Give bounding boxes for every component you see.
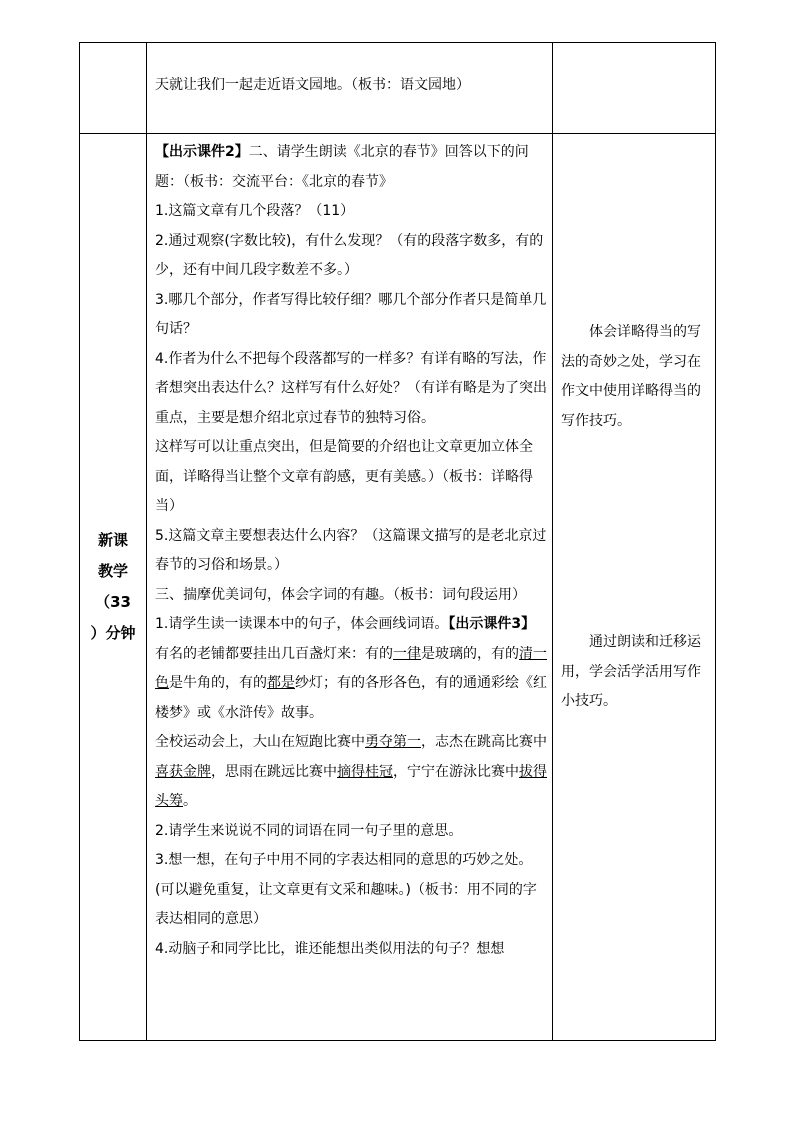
stage-cell	[80, 134, 147, 1041]
content-cell	[147, 134, 553, 1041]
question-3: 3.哪几个部分，作者写得比较仔细？哪几个部分作者只是简单几句话？	[155, 291, 547, 337]
example-sentence-1	[155, 640, 550, 729]
example-text: 是玻璃的，有的	[421, 645, 519, 662]
example-sentence-2	[155, 728, 550, 817]
underlined-word: 喜获金牌	[155, 763, 211, 780]
lesson-plan-table	[79, 42, 716, 1041]
table-row	[80, 134, 716, 1041]
underlined-word: 摘得桂冠	[337, 763, 393, 780]
example-text: 。	[183, 793, 197, 809]
design-note-text: 通过朗读和迁移运用，学会活学活用写作小技巧。	[561, 634, 701, 709]
example-text: 是牛角的，有的	[169, 675, 267, 691]
underlined-word: 拔得头筹	[155, 763, 547, 809]
design-note-2	[561, 628, 711, 717]
content-cell	[147, 43, 553, 134]
note-cell	[553, 134, 716, 1041]
courseware-tag: 【出示课件3】	[448, 616, 536, 632]
reading-task-4: 4.动脑子和同学比比，谁还能想出类似用法的句子？想想	[155, 940, 505, 957]
table-row	[80, 43, 716, 134]
example-text: ，思雨在跳远比赛中	[211, 763, 337, 780]
reading-task-2: 2.请学生来说说不同的词语在同一句子里的意思。	[155, 822, 463, 839]
question-1: 1.这篇文章有几个段落？（11）	[155, 203, 355, 219]
stage-cell-empty	[80, 43, 147, 134]
underlined-word: 清一色	[155, 645, 547, 691]
stage-line: （33	[95, 592, 131, 611]
courseware-tag: 【出示课件2】	[155, 144, 249, 160]
stage-line: 新课	[97, 530, 128, 549]
stage-line: ）分钟	[90, 623, 136, 642]
note-cell-empty	[553, 43, 716, 134]
paragraph	[155, 138, 550, 197]
question-4: 4.作者为什么不把每个段落都写的一样多？有详有略的写法，作者想突出表达什么？这样写有什么好处？（有详有略是为了突出重点，主要是想介绍北京过春节的独特习俗。	[155, 350, 547, 426]
stage-label	[87, 525, 139, 649]
question-5: 5.这篇文章主要想表达什么内容？（这篇课文描写的是老北京过春节的习俗和场景。）	[155, 527, 547, 573]
example-text: 全校运动会上，大山在短跑比赛中	[155, 734, 365, 750]
reading-task-1	[155, 610, 550, 640]
design-note-text: 体会详略得当的写法的奇妙之处，学习在作文中使用详略得当的写作技巧。	[561, 324, 701, 429]
question-4-continued: 这样写可以让重点突出，但是简要的介绍也让文章更加立体全面，详略得当让整个文章有韵感，更有美感。）（板书：详略得当）	[155, 439, 533, 514]
paragraph-text: 二、请学生朗读《北京的春节》回答以下的问题：（板书：交流平台：《北京的春节》	[155, 144, 529, 190]
underlined-word: 都是	[267, 675, 295, 691]
reading-task-3: 3.想一想，在句子中用不同的字表达相同的意思的巧妙之处。(可以避免重复，让文章更有文采和趣味。)（板书：用不同的字表达相同的意思）	[155, 852, 537, 927]
section-3-heading: 三、揣摩优美词句，体会字词的有趣。（板书：词句段运用）	[155, 586, 526, 603]
example-text: ，志杰在跳高比赛中	[421, 734, 547, 750]
design-note-1	[561, 318, 711, 436]
underlined-word: 一律	[393, 645, 421, 662]
underlined-word: 勇夺第一	[365, 734, 421, 750]
stage-line: 教学	[97, 561, 128, 580]
example-text: 纱灯；有的各形各色，有的通通彩绘《红楼梦》或《水浒传》故事。	[155, 675, 547, 721]
example-text: 有名的老铺都要挂出几百盏灯来：有的	[155, 645, 393, 662]
example-text: ，宁宁在游泳比赛中	[393, 763, 519, 780]
intro-text: 天就让我们一起走近语文园地。（板书：语文园地）	[155, 77, 470, 93]
question-2: 2.通过观察(字数比较)，有什么发现？（有的段落字数多，有的少，还有中间几段字数差不多。）	[155, 232, 544, 278]
reading-task-text: 1.请学生读一读课本中的句子，体会画线词语。	[155, 616, 449, 632]
